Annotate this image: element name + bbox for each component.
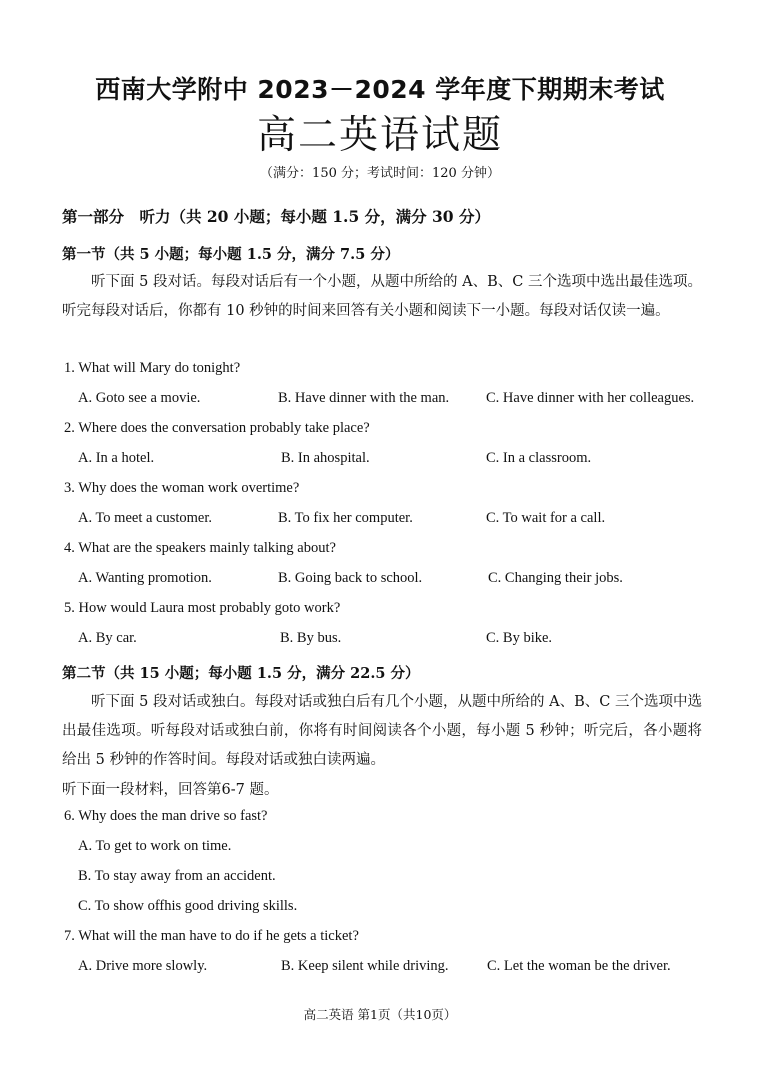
option-a: A. Goto see a movie. (78, 390, 201, 406)
question-stem: 5. How would Laura most probably goto work? (64, 600, 341, 616)
question-stem: 2. Where does the conversation probably take place? (64, 420, 370, 436)
option-c: C. To wait for a call. (486, 510, 606, 526)
page-footer: 高二英语 第1页（共10页） (303, 1007, 457, 1022)
question-stem: 1. What will Mary do tonight? (64, 360, 241, 376)
section2-heading: 第二节（共 15 小题；每小题 1.5 分，满分 22.5 分） (62, 665, 420, 682)
exam-title: 西南大学附中 2023－2024 学年度下期期末考试 (95, 75, 665, 104)
option-a: A. To meet a customer. (78, 510, 213, 526)
question-stem: 6. Why does the man drive so fast? (64, 808, 268, 824)
option-a: A. Drive more slowly. (78, 958, 208, 974)
option-b: B. Have dinner with the man. (278, 390, 450, 406)
option-c: C. Changing their jobs. (488, 570, 623, 586)
option-a: A. By car. (78, 630, 137, 646)
section1-heading: 第一节（共 5 小题；每小题 1.5 分，满分 7.5 分） (62, 246, 400, 263)
question-stem: 4. What are the speakers mainly talking about? (64, 540, 336, 556)
part1-heading: 第一部分 听力（共 20 小题；每小题 1.5 分，满分 30 分） (62, 207, 490, 226)
option-a: A. To get to work on time. (78, 838, 232, 854)
score-time-note: （满分：150 分；考试时间：120 分钟） (260, 166, 500, 181)
option-b: B. In ahospital. (281, 450, 370, 466)
option-c: C. Have dinner with her colleagues. (486, 390, 695, 406)
option-b: B. To fix her computer. (278, 510, 413, 526)
section1-instructions: 听下面 5 段对话。每段对话后有一个小题，从题中所给的 A、B、C 三个选项中选出最佳选项。听完每段对话后，你都有 10 秒钟的时间来回答有关小题和阅读下一小题。每段对话仅读一遍。 (62, 274, 702, 319)
option-c: C. To show offhis good driving skills. (78, 898, 298, 914)
option-c: C. By bike. (486, 630, 553, 646)
material-note: 听下面一段材料，回答第6-7 题。 (62, 782, 279, 798)
option-b: B. Going back to school. (278, 570, 423, 586)
question-stem: 3. Why does the woman work overtime? (64, 480, 300, 496)
option-c: C. Let the woman be the driver. (487, 958, 671, 974)
option-b: B. Keep silent while driving. (281, 958, 449, 974)
option-b: B. To stay away from an accident. (78, 868, 276, 884)
option-a: A. Wanting promotion. (78, 570, 212, 586)
option-c: C. In a classroom. (486, 450, 592, 466)
option-b: B. By bus. (280, 630, 342, 646)
subject-title: 高二英语试题 (256, 113, 503, 158)
question-stem: 7. What will the man have to do if he gets a ticket? (64, 928, 359, 944)
section2-instructions: 听下面 5 段对话或独白。每段对话或独白后有几个小题，从题中所给的 A、B、C 三个选项中选出最佳选项。听每段对话或独白前，你将有时间阅读各个小题，每小题 5 秒钟；听完后，各小题将给出 5 秒钟的作答时间。每段对话或独白读两遍。 (62, 694, 702, 768)
option-a: A. In a hotel. (78, 450, 155, 466)
